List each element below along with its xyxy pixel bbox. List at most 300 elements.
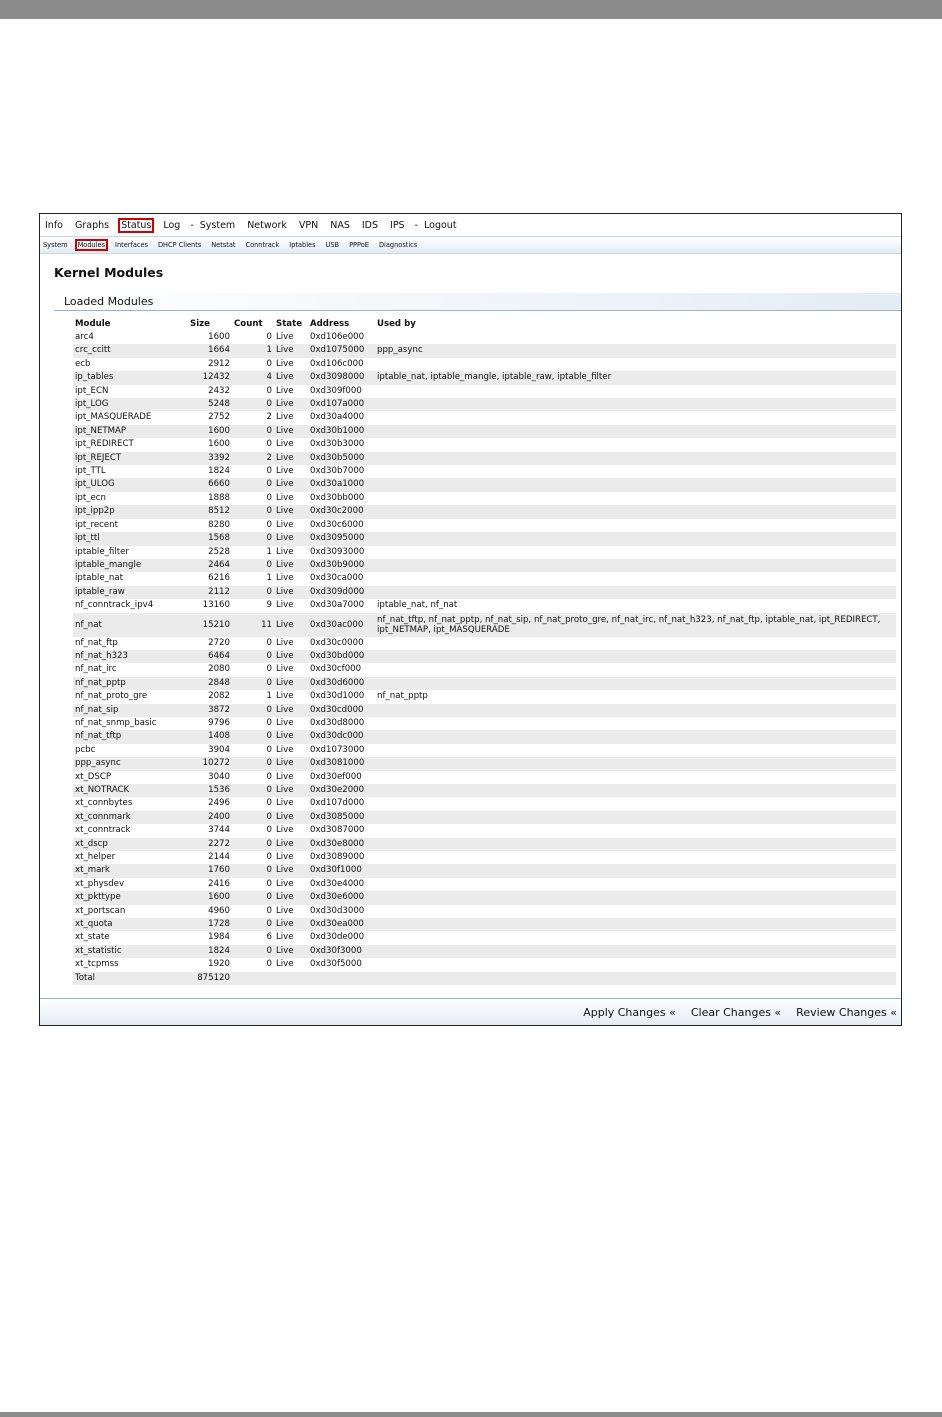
cell-module: ipt_ULOG: [73, 478, 188, 491]
cell-count: 0: [266, 744, 272, 755]
cell-state: Live: [274, 505, 308, 518]
cell-module: xt_dscp: [73, 838, 188, 851]
cell-address: 0xd1075000: [308, 344, 375, 357]
cell-count: 0: [266, 664, 272, 675]
table-row: [73, 613, 896, 637]
cell-module: ipt_ipp2p: [73, 505, 188, 518]
nav-item-status[interactable]: Status: [121, 219, 152, 231]
cell-count: 0: [266, 825, 272, 836]
cell-size: 2416: [208, 878, 230, 889]
cell-module: ipt_ttl: [73, 532, 188, 545]
cell-count: 0: [266, 385, 272, 396]
cell-size: 1600: [208, 439, 230, 450]
cell-state: Live: [276, 771, 294, 782]
cell-module: ipt_ECN: [75, 385, 109, 396]
cell-size: 1600: [208, 332, 230, 342]
cell-address: 0xd30a4000: [310, 412, 365, 423]
col-header-module: Module: [75, 319, 111, 329]
cell-used-by: [375, 546, 896, 559]
subnav-item-pppoe[interactable]: PPPoE: [349, 241, 369, 249]
cell-count: 0: [232, 425, 274, 438]
cell-used-by: [375, 532, 896, 545]
cell-count: 0: [232, 505, 274, 518]
cell-module: iptable_mangle: [73, 559, 188, 572]
table-row: [73, 663, 896, 676]
cell-module: xt_state: [75, 932, 110, 943]
cell-module: nf_conntrack_ipv4: [75, 600, 154, 611]
table-row: [73, 717, 896, 730]
cell-used-by: nf_nat_tftp, nf_nat_pptp, nf_nat_sip, nf_nat_proto_gre, nf_nat_irc, nf_nat_h323, nf_nat_ftp, iptable_nat, ipt_REDIRECT, ipt_NETMAP, ipt_MASQUERADE: [375, 613, 896, 637]
cell-module: nf_nat_pptp: [73, 677, 188, 690]
table-row: [73, 811, 896, 824]
cell-address: 0xd30b1000: [308, 425, 375, 438]
section-title: Loaded Modules: [54, 293, 901, 311]
cell-state: Live: [274, 838, 308, 851]
main-nav: [40, 214, 901, 236]
cell-state: Live: [276, 717, 294, 728]
table-row: [73, 331, 896, 344]
table-row: [73, 945, 896, 958]
cell-state: Live: [274, 613, 308, 637]
cell-size: 2720: [208, 637, 230, 648]
cell-count: 0: [266, 492, 272, 503]
nav-separator: -: [190, 219, 194, 231]
cell-module: xt_physdev: [75, 878, 125, 889]
cell-state: Live: [274, 586, 308, 599]
modules-table-body: [73, 331, 896, 985]
cell-count: 0: [266, 439, 272, 450]
cell-count: 0: [232, 586, 274, 599]
cell-address: 0xd30b9000: [308, 559, 375, 572]
cell-used-by: iptable_nat, nf_nat: [377, 600, 458, 611]
cell-size: 9796: [208, 717, 230, 728]
table-row: [73, 586, 896, 599]
table-row: [73, 905, 896, 918]
cell-used-by: [375, 704, 896, 717]
cell-count: 0: [266, 905, 272, 916]
cell-address: 0xd107d000: [310, 798, 365, 809]
cell-count: 2: [232, 452, 274, 465]
cell-size: 2400: [188, 811, 232, 824]
cell-state: Live: [276, 691, 294, 702]
subnav-item-usb[interactable]: USB: [325, 241, 340, 249]
cell-address: 0xd30a7000: [310, 600, 365, 611]
cell-used-by: [375, 824, 896, 837]
cell-used-by: [375, 757, 896, 770]
cell-size: 8280: [208, 519, 230, 530]
cell-state: Live: [276, 852, 294, 863]
cell-address: 0xd3087000: [310, 825, 365, 836]
cell-count: 0: [232, 704, 274, 717]
cell-address: 0xd107a000: [308, 398, 375, 411]
cell-size: 3744: [208, 825, 230, 836]
cell-used-by: [375, 905, 896, 918]
cell-size: 3872: [188, 704, 232, 717]
cell-module: ipt_recent: [75, 519, 118, 530]
page-header-band: [0, 0, 942, 19]
cell-size: 13160: [202, 600, 230, 611]
table-row: [73, 677, 896, 690]
cell-module: xt_portscan: [75, 905, 126, 916]
cell-state: Live: [276, 825, 294, 836]
cell-address: 0xd30cd000: [308, 704, 375, 717]
table-row: [73, 478, 896, 491]
cell-address: 0xd30b5000: [308, 452, 375, 465]
cell-state: Live: [274, 784, 308, 797]
cell-used-by: [375, 411, 896, 424]
table-total-row: [73, 972, 896, 985]
cell-used-by: [375, 519, 896, 532]
cell-size: 1664: [188, 344, 232, 357]
cell-module: nf_nat_ftp: [75, 637, 118, 648]
cell-state: Live: [274, 891, 308, 904]
cell-state: Live: [276, 878, 294, 889]
subnav-item-modules[interactable]: Modules: [77, 241, 106, 249]
cell-state: Live: [274, 757, 308, 770]
cell-module: xt_statistic: [73, 945, 188, 958]
table-row: [73, 824, 896, 837]
cell-count: 0: [266, 878, 272, 889]
cell-address: 0xd3085000: [308, 811, 375, 824]
nav-item-ids[interactable]: IDS: [361, 219, 379, 231]
cell-count: 0: [232, 757, 274, 770]
cell-module: xt_tcpmss: [75, 959, 119, 970]
cell-address: 0xd30ca000: [310, 573, 364, 584]
nav-item-vpn[interactable]: VPN: [298, 219, 319, 231]
cell-state: Live: [274, 811, 308, 824]
subnav-item-dhcp-clients[interactable]: DHCP Clients: [157, 241, 202, 249]
cell-size: 6216: [208, 573, 230, 584]
cell-module: arc4: [75, 332, 94, 342]
cell-size: 2848: [188, 677, 232, 690]
cell-state: Live: [276, 358, 294, 369]
cell-size: 5248: [188, 398, 232, 411]
cell-state: Live: [276, 664, 294, 675]
cell-module: xt_conntrack: [75, 825, 131, 836]
cell-used-by: [375, 797, 896, 810]
table-row: [73, 891, 896, 904]
cell-used-by: [375, 784, 896, 797]
cell-address: 0xd30bb000: [310, 492, 365, 503]
cell-state: Live: [276, 905, 294, 916]
cell-address: 0xd106e000: [310, 332, 365, 342]
cell-address: 0xd30e2000: [308, 784, 375, 797]
table-row: [73, 559, 896, 572]
table-row: [73, 385, 896, 398]
table-row: [73, 438, 896, 451]
cell-state: Live: [276, 744, 294, 755]
table-row: [73, 425, 896, 438]
cell-size: 1568: [188, 532, 232, 545]
cell-module: nf_nat_h323: [73, 650, 188, 663]
action-bar: [40, 998, 901, 1025]
subnav-item-netstat[interactable]: Netstat: [211, 241, 236, 249]
subnav-item-conntrack[interactable]: Conntrack: [245, 241, 280, 249]
cell-address: 0xd30b7000: [310, 466, 365, 477]
cell-count: 0: [232, 730, 274, 743]
cell-module: crc_ccitt: [73, 344, 188, 357]
modules-table: [73, 317, 896, 985]
cell-module: ipt_MASQUERADE: [75, 412, 152, 423]
cell-state: Live: [276, 519, 294, 530]
col-header-count: Count: [234, 319, 263, 329]
cell-address: 0xd30c0000: [310, 637, 364, 648]
subnav-item-interfaces[interactable]: Interfaces: [115, 241, 148, 249]
cell-used-by: [375, 465, 896, 478]
cell-size: 1824: [208, 466, 230, 477]
cell-module: xt_NOTRACK: [73, 784, 188, 797]
cell-state: Live: [276, 959, 294, 970]
cell-module: nf_nat_irc: [75, 664, 117, 675]
cell-size: 6660: [188, 478, 232, 491]
cell-size: 1408: [188, 730, 232, 743]
cell-module: ipt_REDIRECT: [75, 439, 134, 450]
cell-count: 9: [266, 600, 272, 611]
router-ui-screenshot: [39, 213, 902, 1026]
cell-count: 0: [232, 478, 274, 491]
table-row: [73, 546, 896, 559]
cell-address: 0xd30bd000: [308, 650, 375, 663]
cell-used-by: [375, 931, 896, 944]
cell-count: 0: [232, 677, 274, 690]
cell-address: 0xd30f5000: [310, 959, 362, 970]
table-row: [73, 492, 896, 505]
subnav-item-system[interactable]: System: [43, 241, 68, 249]
cell-address: 0xd30d1000: [310, 691, 365, 702]
cell-address: 0xd106c000: [310, 358, 364, 369]
table-row: [73, 878, 896, 891]
cell-size: 2752: [208, 412, 230, 423]
table-row: [73, 344, 896, 357]
cell-size: 8512: [188, 505, 232, 518]
cell-size: 1728: [188, 918, 232, 931]
cell-address: 0xd30ac000: [308, 613, 375, 637]
cell-address: 0xd30b3000: [310, 439, 365, 450]
cell-size: 3904: [208, 744, 230, 755]
cell-module: ecb: [75, 358, 91, 369]
cell-module: nf_nat_proto_gre: [75, 691, 148, 702]
cell-count: 0: [266, 798, 272, 809]
cell-used-by: [375, 505, 896, 518]
cell-address: 0xd30d8000: [310, 717, 365, 728]
table-row: [73, 358, 896, 371]
table-row: [73, 704, 896, 717]
cell-module: xt_DSCP: [75, 771, 112, 782]
nav-item-network[interactable]: Network: [247, 219, 287, 231]
cell-module: xt_quota: [73, 918, 188, 931]
subnav-item-iptables[interactable]: Iptables: [289, 241, 316, 249]
total-empty-cell: [274, 972, 308, 985]
cell-used-by: [375, 918, 896, 931]
apply-changes-button[interactable]: Apply Changes «: [583, 1005, 676, 1019]
cell-address: 0xd30c6000: [310, 519, 364, 530]
nav-item-log[interactable]: Log: [163, 219, 181, 231]
cell-size: 3392: [188, 452, 232, 465]
cell-size: 1984: [208, 932, 230, 943]
cell-count: 1: [266, 691, 272, 702]
cell-state: Live: [276, 600, 294, 611]
cell-used-by: ppp_async: [375, 344, 896, 357]
cell-used-by: [375, 744, 896, 757]
cell-used-by: [375, 572, 896, 585]
nav-item-logout[interactable]: Logout: [424, 219, 457, 231]
cell-used-by: iptable_nat, iptable_mangle, iptable_raw, iptable_filter: [375, 371, 896, 384]
cell-size: 2112: [188, 586, 232, 599]
table-row: [73, 771, 896, 784]
cell-state: Live: [276, 637, 294, 648]
cell-module: nf_nat_snmp_basic: [75, 717, 157, 728]
cell-size: 2272: [188, 838, 232, 851]
cell-used-by: nf_nat_pptp: [377, 691, 428, 702]
sub-nav: [40, 236, 901, 254]
cell-used-by: [375, 358, 896, 371]
cell-state: Live: [274, 730, 308, 743]
cell-state: Live: [274, 452, 308, 465]
cell-used-by: [375, 851, 896, 864]
nav-separator: -: [414, 219, 419, 231]
cell-address: 0xd3098000: [308, 371, 375, 384]
table-row: [73, 690, 896, 703]
table-row: [73, 452, 896, 465]
cell-used-by: [375, 438, 896, 451]
cell-state: Live: [274, 559, 308, 572]
cell-size: 1824: [188, 945, 232, 958]
cell-address: 0xd30ea000: [308, 918, 375, 931]
cell-module: nf_nat_tftp: [73, 730, 188, 743]
cell-module: ipt_TTL: [75, 466, 106, 477]
cell-size: 2082: [208, 691, 230, 702]
cell-address: 0xd30de000: [310, 932, 365, 943]
cell-address: 0xd3093000: [310, 546, 365, 557]
cell-state: Live: [274, 425, 308, 438]
table-row: [73, 599, 896, 612]
cell-module: xt_pkttype: [73, 891, 188, 904]
cell-count: 0: [232, 650, 274, 663]
cell-address: 0xd30ef000: [310, 771, 362, 782]
clear-changes-button[interactable]: Clear Changes «: [690, 1005, 782, 1019]
table-row: [73, 411, 896, 424]
cell-module: ipt_REJECT: [73, 452, 188, 465]
cell-size: 2464: [188, 559, 232, 572]
cell-address: 0xd30a1000: [308, 478, 375, 491]
cell-used-by: [375, 492, 896, 505]
nav-item-system[interactable]: System: [199, 219, 236, 231]
cell-used-by: [375, 811, 896, 824]
cell-size: 2496: [208, 798, 230, 809]
col-header-state: State: [276, 319, 303, 329]
cell-size: 4960: [208, 905, 230, 916]
cell-count: 0: [232, 918, 274, 931]
table-row: [73, 784, 896, 797]
cell-state: Live: [276, 798, 294, 809]
cell-state: Live: [276, 492, 294, 503]
table-row: [73, 958, 896, 971]
cell-address: 0xd30d3000: [310, 905, 365, 916]
cell-address: 0xd30d6000: [308, 677, 375, 690]
cell-used-by: [375, 586, 896, 599]
cell-count: 1: [232, 344, 274, 357]
nav-item-nas[interactable]: NAS: [330, 219, 350, 231]
table-row: [73, 918, 896, 931]
cell-used-by: [375, 677, 896, 690]
cell-count: 0: [232, 891, 274, 904]
col-header-address: Address: [310, 319, 350, 329]
cell-count: 11: [232, 613, 274, 637]
cell-address: 0xd309f000: [310, 385, 362, 396]
cell-size: 10272: [188, 757, 232, 770]
cell-count: 0: [232, 945, 274, 958]
table-row: [73, 851, 896, 864]
cell-state: Live: [274, 344, 308, 357]
cell-count: 0: [266, 637, 272, 648]
cell-count: 0: [266, 959, 272, 970]
cell-used-by: [375, 398, 896, 411]
cell-size: 1600: [188, 891, 232, 904]
cell-address: 0xd30f3000: [308, 945, 375, 958]
cell-count: 0: [232, 811, 274, 824]
cell-count: 0: [232, 398, 274, 411]
cell-used-by: [375, 838, 896, 851]
cell-address: 0xd30e8000: [308, 838, 375, 851]
table-row: [73, 532, 896, 545]
cell-used-by: [375, 771, 896, 784]
nav-item-ips[interactable]: IPS: [390, 219, 405, 231]
page-title: Kernel Modules: [54, 265, 164, 280]
cell-state: Live: [276, 573, 294, 584]
cell-size: 2528: [208, 546, 230, 557]
cell-used-by: [375, 425, 896, 438]
cell-address: 0xd309d000: [308, 586, 375, 599]
cell-size: 6464: [188, 650, 232, 663]
cell-used-by: [375, 452, 896, 465]
cell-size: 1888: [208, 492, 230, 503]
cell-size: 2144: [208, 852, 230, 863]
cell-count: 0: [232, 838, 274, 851]
cell-address: 0xd30f1000: [308, 864, 375, 877]
table-row: [73, 838, 896, 851]
table-row: [73, 931, 896, 944]
cell-count: 0: [232, 559, 274, 572]
cell-size: 12432: [188, 371, 232, 384]
cell-size: 1536: [188, 784, 232, 797]
cell-state: Live: [276, 385, 294, 396]
cell-used-by: [375, 878, 896, 891]
cell-address: 0xd3081000: [308, 757, 375, 770]
cell-module: xt_helper: [75, 852, 116, 863]
cell-used-by: [375, 650, 896, 663]
cell-size: 2912: [208, 358, 230, 369]
cell-state: Live: [276, 332, 294, 342]
cell-state: Live: [274, 478, 308, 491]
table-row: [73, 398, 896, 411]
cell-module: ip_tables: [73, 371, 188, 384]
cell-state: Live: [274, 918, 308, 931]
cell-state: Live: [274, 371, 308, 384]
nav-item-graphs[interactable]: Graphs: [74, 219, 110, 231]
cell-size: 15210: [188, 613, 232, 637]
cell-size: 1920: [208, 959, 230, 970]
total-empty-cell: [308, 972, 375, 985]
review-changes-button[interactable]: Review Changes «: [796, 1005, 897, 1019]
cell-size: 2432: [208, 385, 230, 396]
cell-address: 0xd30dc000: [308, 730, 375, 743]
cell-state: Live: [274, 677, 308, 690]
cell-module: nf_nat: [73, 613, 188, 637]
subnav-item-diagnostics[interactable]: Diagnostics: [378, 241, 418, 249]
cell-count: 0: [266, 852, 272, 863]
table-row: [73, 637, 896, 650]
nav-item-info[interactable]: Info: [45, 219, 63, 231]
